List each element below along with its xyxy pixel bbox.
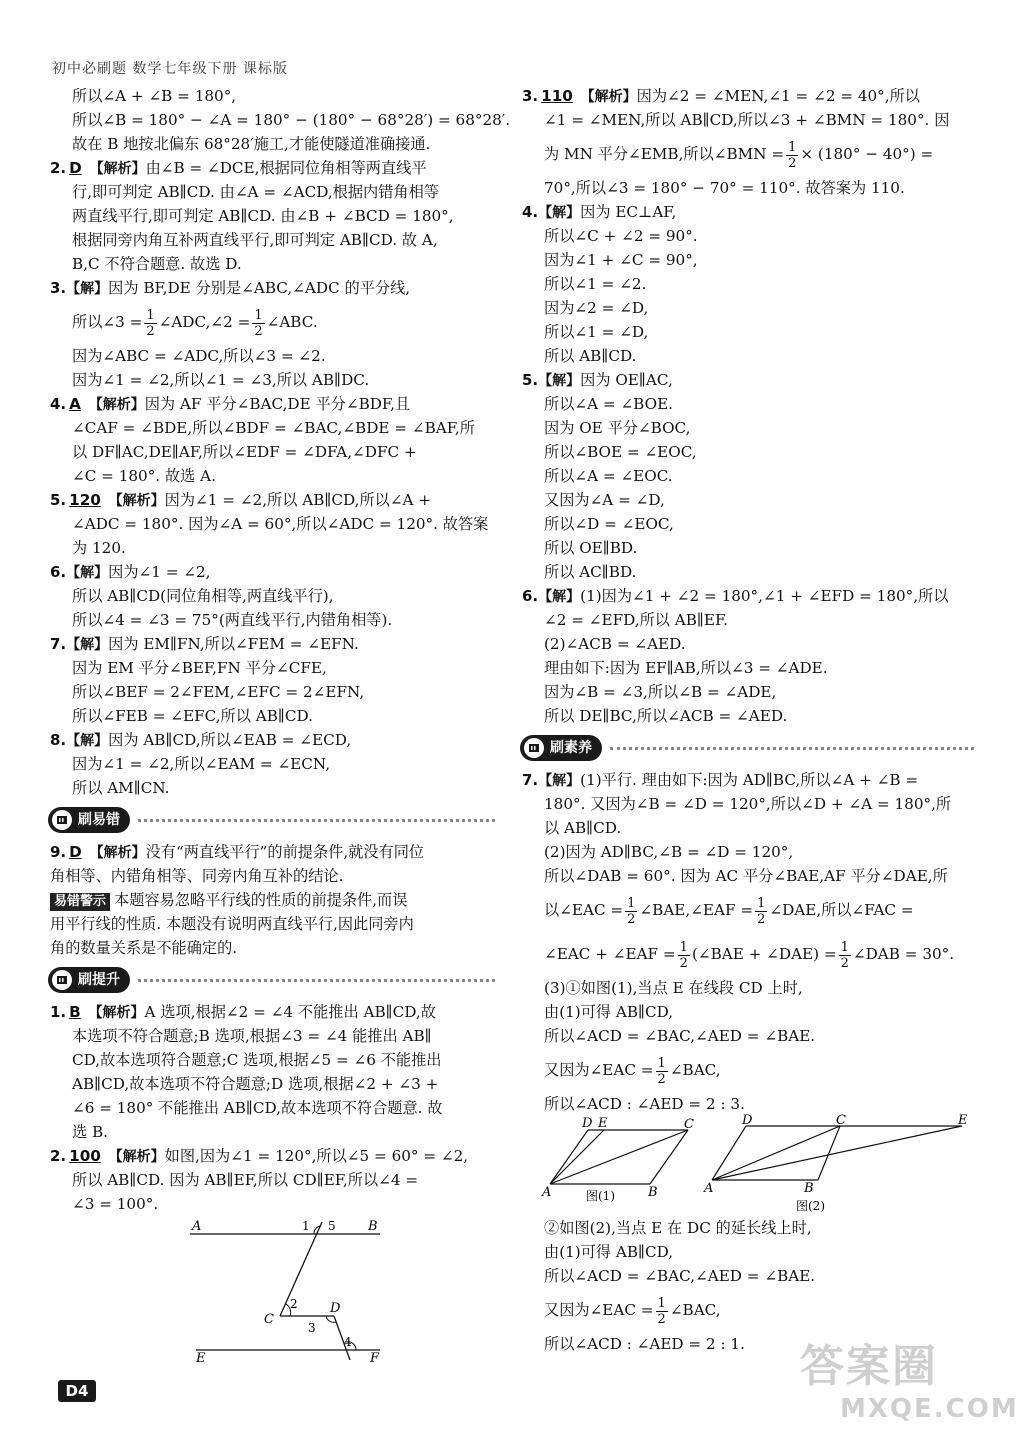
text-line: 所以∠3 = $\frac{1}{2}$ ∠ADC,∠2 = $\frac{1}{2}$ ∠ABC. [72,307,318,339]
point-label: A [542,1185,552,1200]
point-label: B [804,1181,814,1196]
point-label: E [958,1113,968,1128]
question-7r: 7.【解】(1)平行. 理由如下:因为 AD∥BC,所以∠A + ∠B = [522,771,919,789]
text-line: 用平行线的性质. 本题没有说明两直线平行,因此同旁内 [50,915,414,933]
text-line: 所以∠A = ∠BOE. [544,395,673,413]
text-line: 所以∠BEF = 2∠FEM,∠EFC = 2∠EFN, [72,683,365,701]
angle-label: 1 [302,1219,310,1233]
text-line: (2)∠ACB = ∠AED. [544,635,686,653]
brush-icon [524,738,544,758]
text-line: 又因为∠EAC = $\frac{1}{2}$ ∠BAC, [544,1295,721,1327]
text-line: 所以∠D = ∠EOC, [544,515,674,533]
point-label: D [330,1301,341,1316]
text-line: 所以 OE∥BD. [544,539,638,557]
text-line: 所以 AB∥CD. 因为 AB∥EF,所以 CD∥EF,所以∠4 = [72,1171,419,1189]
line-bc [650,1130,688,1184]
point-label: F [370,1351,380,1366]
line-ae [550,1130,604,1184]
text-line: 所以∠A + ∠B = 180°, [72,87,237,105]
point-label: A [192,1219,202,1234]
question-6: 6.【解】因为∠1 = ∠2, [50,563,211,581]
text-line: 因为∠B = ∠3,所以∠B = ∠ADE, [544,683,777,701]
text-line: 角的数量关系是不能确定的. [50,939,238,957]
text-line: ∠3 = 100°. [72,1195,159,1213]
text-line: ∠6 = 180° 不能推出 AB∥CD,故本选项不符合题意. 故 [72,1099,443,1117]
section-header-errors: 刷易错 [48,802,495,838]
question-9: 9. D 【解析】没有“两直线平行”的前提条件,就没有同位 [50,843,425,861]
text-line: 所以 AB∥CD(同位角相等,两直线平行), [72,587,334,605]
point-label: B [368,1219,378,1234]
point-label: D [742,1113,753,1128]
text-line: 所以∠ACD : ∠AED = 2 : 1. [544,1335,745,1353]
fraction: $\frac{1}{2}$ [657,1295,666,1327]
text-line: 所以∠1 = ∠2. [544,275,647,293]
question-5r: 5.【解】因为 OE∥AC, [522,371,673,389]
text-line: 因为∠1 + ∠C = 90°, [544,251,698,269]
text-line: 理由如下:因为 EF∥AB,所以∠3 = ∠ADE. [544,659,828,677]
brush-icon [52,970,72,990]
divider [610,747,974,750]
left-column [50,84,511,1370]
text-line: 所以∠4 = ∠3 = 75°(两直线平行,内错角相等). [72,611,393,629]
text-line: 选 B. [72,1123,109,1141]
transversal-1 [280,1222,322,1316]
text-line: 根据同旁内角互补两直线平行,即可判定 AB∥CD. 故 A, [72,231,438,249]
text-line: 易错警示 本题容易忽略平行线的性质的前提条件,而误 [50,888,495,912]
text-line: CD,故本选项符合题意;C 选项,根据∠5 = ∠6 不能推出 [72,1051,442,1069]
text-line: 所以 AC∥BD. [544,563,637,581]
text-line: 所以∠ACD = ∠BAC,∠AED = ∠BAE. [544,1027,816,1045]
fraction: $\frac{1}{2}$ [146,307,155,339]
page-header: 初中必刷题 数学七年级下册 课标版 [52,61,288,77]
line-ad [550,1130,588,1184]
point-label: E [196,1351,206,1366]
text-line: 180°. 又因为∠B = ∠D = 120°,所以∠D + ∠A = 180°,所 [544,795,952,813]
text-line: (2)因为 AD∥BC,∠B = ∠D = 120°, [544,843,794,861]
text-line: 所以∠B = 180° − ∠A = 180° − (180° − 68°28′) = 68°28′. [72,111,511,129]
text-line: 由(1)可得 AB∥CD, [544,1003,674,1021]
warning-badge: 易错警示 [50,893,110,911]
brush-icon [52,810,72,830]
fraction: $\frac{1}{2}$ [627,895,636,927]
text-line: 行,即可判定 AB∥CD. 由∠A = ∠ACD,根据内错角相等 [72,183,439,201]
text-line: 本选项不符合题意;B 选项,根据∠3 = ∠4 能推出 AB∥ [72,1027,432,1045]
parallel-lines-figure [50,1220,490,1370]
section-header-improve: 刷提升 [48,962,495,998]
text-line: 以∠EAC = $\frac{1}{2}$ ∠BAE,∠EAF = $\frac{1}{2}$ ∠DAE,所以∠FAC = [544,895,914,927]
text-line: 所以∠BOE = ∠EOC, [544,443,697,461]
text-line: 因为 OE 平分∠BOC, [544,419,691,437]
question-4: 4. A 【解析】因为 AF 平分∠BAC,DE 平分∠BDF,且 [50,395,411,413]
text-line: 由(1)可得 AB∥CD, [544,1243,674,1261]
problem-1: 1. B 【解析】A 选项,根据∠2 = ∠4 不能推出 AB∥CD,故 [50,1003,436,1021]
text-line: ∠1 = ∠MEN,所以 AB∥CD,所以∠3 + ∠BMN = 180°. 因 [544,111,950,129]
fraction: $\frac{1}{2}$ [788,139,797,171]
fraction: $\frac{1}{2}$ [254,307,263,339]
point-label: B [648,1185,658,1200]
point-label: A [704,1181,714,1196]
text-line: ∠EAC + ∠EAF = $\frac{1}{2}$ (∠BAE + ∠DAE) = $\frac{1}{2}$ ∠DAB = 30°. [544,939,955,971]
question-7: 7.【解】因为 EM∥FN,所以∠FEM = ∠EFN. [50,635,359,653]
figure-caption: 图(2) [796,1199,825,1213]
text-line: 所以∠ACD = ∠BAC,∠AED = ∠BAE. [544,1267,816,1285]
text-line: 所以∠ACD : ∠AED = 2 : 3. [544,1095,745,1113]
fraction: $\frac{1}{2}$ [657,1055,666,1087]
point-label: C [836,1113,846,1128]
text-line: 角相等、内错角相等、同旁内角互补的结论. [50,867,344,885]
question-3: 3.【解】因为 BF,DE 分别是∠ABC,∠ADC 的平分线, [50,279,411,297]
text-line: 所以 AM∥CN. [72,779,170,797]
text-line: ∠ADC = 180°. 因为∠A = 60°,所以∠ADC = 120°. 故答案 [72,515,489,533]
point-label: D [582,1116,593,1131]
angle-label: 2 [290,1297,298,1311]
point-label: C [684,1117,694,1132]
problem-2: 2. 100 【解析】如图,因为∠1 = 120°,所以∠5 = 60° = ∠2, [50,1147,469,1165]
question-3r: 3. 110 【解析】因为∠2 = ∠MEN,∠1 = ∠2 = 40°,所以 [522,87,920,105]
question-4r: 4.【解】因为 EC⊥AF, [522,203,677,221]
text-line: ②如图(2),当点 E 在 DC 的延长线上时, [544,1219,812,1237]
text-line: 所以 AB∥CD. [544,347,637,365]
text-line: 所以∠C + ∠2 = 90°. [544,227,698,245]
watermark: 答案圈 MXQE.COM [800,1341,1019,1424]
text-line: 因为∠1 = ∠2,所以∠EAM = ∠ECN, [72,755,331,773]
text-line: ∠C = 180°. 故选 A. [72,467,216,485]
text-line: 70°,所以∠3 = 180° − 70° = 110°. 故答案为 110. [544,179,905,197]
divider [138,979,495,982]
text-line: B,C 不符合题意. 故选 D. [72,255,242,273]
angle-label: 3 [308,1321,316,1335]
text-line: 所以∠FEB = ∠EFC,所以 AB∥CD. [72,707,313,725]
question-2: 2. D 【解析】由∠B = ∠DCE,根据同位角相等两直线平 [50,159,427,177]
text-line: 因为∠2 = ∠D, [544,299,649,317]
figure-caption: 图(1) [586,1189,615,1203]
text-line: 因为∠ABC = ∠ADC,所以∠3 = ∠2. [72,347,326,365]
line-ad [712,1126,746,1180]
text-line: ∠CAF = ∠BDE,所以∠BDF = ∠BAC,∠BDE = ∠BAF,所 [72,419,475,437]
text-line: 为 120. [72,539,126,557]
text-line: 因为 EM 平分∠BEF,FN 平分∠CFE, [72,659,327,677]
text-line: 又因为∠A = ∠D, [544,491,665,509]
section-header-literacy: 刷素养 [520,730,974,766]
angle-label: 5 [328,1219,336,1233]
text-line: 以 DF∥AC,DE∥AF,所以∠EDF = ∠DFA,∠DFC + [72,443,417,461]
text-line: 故在 B 地按北偏东 68°28′施工,才能使隧道准确接通. [72,135,431,153]
angle-label: 4 [344,1335,352,1349]
question-8: 8.【解】因为 AB∥CD,所以∠EAB = ∠ECD, [50,731,352,749]
text-line: AB∥CD,故本选项不符合题意;D 选项,根据∠2 + ∠3 + [72,1075,439,1093]
point-label: C [264,1312,274,1327]
text-line: 因为∠1 = ∠2,所以∠1 = ∠3,所以 AB∥DC. [72,371,370,389]
question-6r: 6.【解】(1)因为∠1 + ∠2 = 180°,∠1 + ∠EFD = 180°,所以 [522,587,949,605]
line-ac [550,1130,688,1184]
text-line: 又因为∠EAC = $\frac{1}{2}$ ∠BAC, [544,1055,721,1087]
fraction: $\frac{1}{2}$ [679,939,688,971]
page-number: D4 [58,1380,96,1402]
text-line: ∠2 = ∠EFD,所以 AB∥EF. [544,611,729,629]
text-line: 所以∠DAB = 60°. 因为 AC 平分∠BAE,AF 平分∠DAE,所 [544,867,948,885]
point-label: E [598,1116,608,1131]
text-line: 两直线平行,即可判定 AB∥CD. 由∠B + ∠BCD = 180°, [72,207,454,225]
text-line: (3)①如图(1),当点 E 在线段 CD 上时, [544,979,803,997]
fraction: $\frac{1}{2}$ [840,939,849,971]
fraction: $\frac{1}{2}$ [757,895,766,927]
text-line: 所以 DE∥BC,所以∠ACB = ∠AED. [544,707,788,725]
right-column [522,84,974,1356]
question-5: 5. 120 【解析】因为∠1 = ∠2,所以 AB∥CD,所以∠A + [50,491,432,509]
figures-1-2 [522,1113,972,1216]
text-line: 所以∠A = ∠EOC. [544,467,673,485]
text-line: 所以∠1 = ∠D, [544,323,649,341]
text-line: 为 MN 平分∠EMB,所以∠BMN = $\frac{1}{2}$ × (180° − 40°) = [544,139,934,171]
divider [138,819,495,822]
text-line: 以 AB∥CD. [544,819,622,837]
